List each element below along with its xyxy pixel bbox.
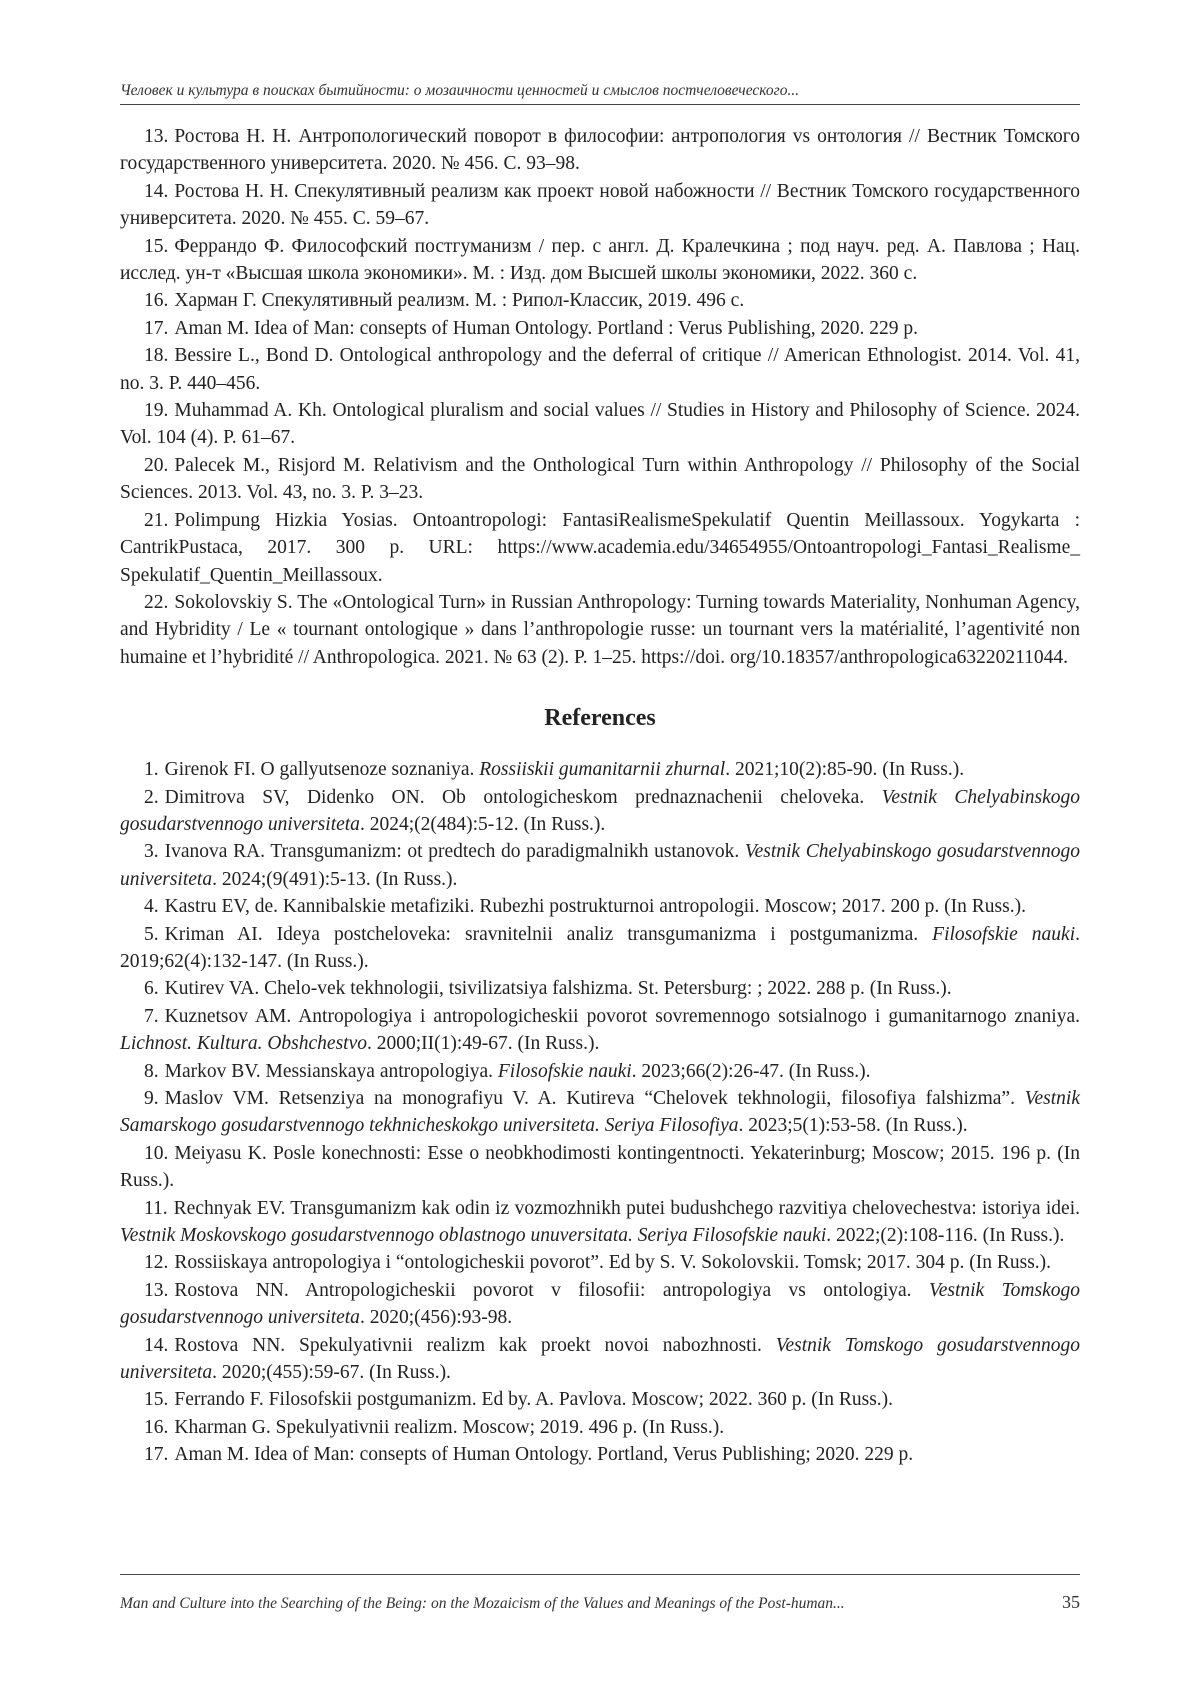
reference-source: Vestnik Tomskogo gosudarstvennogo universiteta bbox=[120, 1334, 1080, 1384]
references-heading: References bbox=[544, 705, 656, 732]
reference-number: 15. bbox=[144, 1389, 169, 1411]
reference-text: Харман Г. Спекулятивный реализм. М. : Рипол-Классик, 2019. 496 с. bbox=[174, 290, 745, 312]
reference-item bbox=[120, 342, 1080, 397]
reference-text: Polimpung Hizkia Yosias. Ontoantropologi: FantasiRealismeSpekulatif Quentin Meillassoux. Yogykarta : CantrikPustaca, 2017. 300 p. URL: https://www.academia.edu/34654955/Ontoantropologi_Fantasi_Realisme_ Spekulatif_Quentin_Meillassoux. bbox=[120, 509, 1080, 586]
reference-text: Kastru EV, de. Kannibalskie metafiziki. Rubezhi postrukturnoi antropologii. Moscow; 2017. 200 p. (In Russ.). bbox=[164, 896, 1026, 918]
reference-details: . 2024;(9(491):5-13. (In Russ.). bbox=[212, 868, 458, 890]
reference-item bbox=[120, 452, 1080, 507]
reference-text: Ferrando F. Filosofskii postgumanizm. Ed by. A. Pavlova. Moscow; 2022. 360 p. (In Russ.). bbox=[174, 1389, 894, 1411]
reference-number: 16. bbox=[144, 1416, 169, 1438]
reference-text: Aman M. Idea of Man: consepts of Human Ontology. Portland, Verus Publishing; 2020. 229 p. bbox=[174, 1444, 914, 1466]
reference-text: Bessire L., Bond D. Ontological anthropology and the deferral of critique // American Ethnologist. 2014. Vol. 41, no. 3. P. 440–456. bbox=[120, 345, 1080, 394]
reference-text: Ivanova RA. Transgumanizm: ot predtech do paradigmalnikh ustanovok. bbox=[164, 841, 745, 863]
reference-number: 2. bbox=[144, 786, 159, 808]
reference-details: . 2023;5(1):53-58. (In Russ.). bbox=[738, 1115, 968, 1137]
running-header: Человек и культура в поисках бытийности: о мозаичности ценностей и смыслов постчеловеческого... bbox=[120, 82, 800, 99]
reference-item bbox=[120, 1277, 1080, 1332]
reference-details: . 2020;(456):93-98. bbox=[359, 1307, 513, 1329]
reference-item bbox=[120, 1003, 1080, 1058]
reference-source: Vestnik Samarskogo gosudarstvennogo tekhnicheskokgo universiteta. Seriya Filosofiya bbox=[120, 1088, 1080, 1137]
reference-number: 13. bbox=[144, 126, 169, 147]
reference-list-russian bbox=[120, 123, 1080, 671]
reference-item bbox=[120, 1332, 1080, 1387]
reference-number: 12. bbox=[144, 1252, 169, 1274]
reference-number: 11. bbox=[144, 1197, 168, 1219]
reference-item bbox=[120, 975, 1080, 1002]
reference-item bbox=[120, 315, 1080, 342]
reference-item bbox=[120, 784, 1080, 839]
reference-text: Meiyasu K. Posle konechnosti: Esse o neobkhodimosti kontingentnocti. Yekaterinburg; Moscow; 2015. 196 p. (In Russ.). bbox=[120, 1142, 1080, 1192]
reference-number: 8. bbox=[144, 1060, 159, 1082]
reference-source: Filosofskie nauki bbox=[497, 1060, 632, 1082]
reference-number: 7. bbox=[144, 1005, 159, 1027]
reference-text: Ростова Н. Н. Антропологический поворот в философии: антропология vs онтология // Вестник Томского государственного университета. 2020. № 456. С. 93–98. bbox=[120, 126, 1080, 175]
reference-source: Vestnik Tomskogo gosudarstvennogo universiteta bbox=[120, 1279, 1080, 1329]
reference-item bbox=[120, 893, 1080, 920]
reference-number: 4. bbox=[144, 896, 159, 918]
reference-item bbox=[120, 1386, 1080, 1413]
body-text bbox=[120, 123, 1080, 1469]
reference-source: Rossiiskii gumanitarnii zhurnal bbox=[479, 759, 726, 781]
reference-item bbox=[120, 123, 1080, 178]
reference-text: Kutirev VA. Chelo-vek tekhnologii, tsivilizatsiya falshizma. St. Petersburg: ; 2022. 288 p. (In Russ.). bbox=[164, 978, 952, 1000]
running-footer: Man and Culture into the Searching of the Being: on the Mozaicism of the Values and Meanings of the Post-human... bbox=[120, 1595, 845, 1612]
reference-text: Kharman G. Spekulyativnii realizm. Moscow; 2019. 496 p. (In Russ.). bbox=[174, 1416, 725, 1438]
reference-details: . 2021;10(2):85-90. (In Russ.). bbox=[725, 759, 965, 781]
reference-item bbox=[120, 1058, 1080, 1085]
reference-item bbox=[120, 1195, 1080, 1250]
reference-text: Girenok FI. O gallyutsenoze soznaniya. bbox=[164, 759, 480, 781]
reference-item bbox=[120, 233, 1080, 288]
reference-source: Vestnik Moskovskogo gosudarstvennogo oblastnogo unuversitata. Seriya Filosofskie nauki bbox=[120, 1225, 827, 1247]
reference-text: Rostova NN. Antropologicheskii povorot v filosofii: antropologiya vs ontologiya. bbox=[174, 1279, 929, 1301]
reference-number: 3. bbox=[144, 841, 159, 863]
reference-number: 14. bbox=[144, 180, 169, 202]
reference-details: . 2022;(2):108-116. (In Russ.). bbox=[826, 1225, 1065, 1247]
reference-item bbox=[120, 1249, 1080, 1276]
reference-item bbox=[120, 397, 1080, 452]
reference-text: Феррандо Ф. Философский постгуманизм / пер. с англ. Д. Кралечкина ; под науч. ред. А. Павлова ; Нац. исслед. ун-т «Высшая школа экономики». М. : Изд. дом Высшей школы экономики, 2022. 360 с. bbox=[120, 235, 1080, 285]
reference-details: . 2020;(455):59-67. (In Russ.). bbox=[212, 1362, 451, 1384]
reference-number: 20. bbox=[144, 454, 169, 476]
reference-text: Aman M. Idea of Man: consepts of Human Ontology. Portland : Verus Publishing, 2020. 229 p. bbox=[174, 317, 919, 339]
reference-item bbox=[120, 178, 1080, 233]
reference-item bbox=[120, 1441, 1080, 1468]
reference-number: 13. bbox=[144, 1279, 169, 1301]
reference-text: Dimitrova SV, Didenko ON. Ob ontologicheskom prednaznachenii cheloveka. bbox=[164, 786, 882, 808]
reference-details: . 2000;II(1):49-67. (In Russ.). bbox=[367, 1033, 600, 1055]
reference-item bbox=[120, 921, 1080, 976]
reference-text: Muhammad A. Kh. Ontological pluralism and social values // Studies in History and Philosophy of Science. 2024. Vol. 104 (4). P. 61–67. bbox=[120, 400, 1080, 449]
reference-details: . 2019;62(4):132-147. (In Russ.). bbox=[120, 923, 1080, 972]
header-rule bbox=[120, 104, 1080, 105]
reference-number: 15. bbox=[144, 235, 169, 257]
reference-item bbox=[120, 1414, 1080, 1441]
reference-text: Kriman AI. Ideya postcheloveka: sravnitelnii analiz transgumanizma i postgumanizma. bbox=[164, 923, 933, 945]
reference-details: . 2023;66(2):26-47. (In Russ.). bbox=[631, 1060, 871, 1082]
reference-number: 9. bbox=[144, 1088, 159, 1109]
reference-item bbox=[120, 589, 1080, 671]
reference-number: 22. bbox=[144, 591, 169, 613]
reference-text: Rossiiskaya antropologiya i “ontologicheskii povorot”. Ed by S. V. Sokolovskii. Tomsk; 2017. 304 p. (In Russ.). bbox=[174, 1252, 1052, 1274]
reference-text: Markov BV. Messianskaya antropologiya. bbox=[164, 1060, 498, 1082]
reference-text: Ростова Н. Н. Спекулятивный реализм как проект новой набожности // Вестник Томского государственного университета. 2020. № 455. С. 59–67. bbox=[120, 180, 1080, 230]
reference-text: Kuznetsov AM. Antropologiya i antropologicheskii povorot sovremennogo sotsialnogo i gumanitarnogo znaniya. bbox=[164, 1005, 1080, 1027]
reference-number: 18. bbox=[144, 345, 169, 367]
reference-number: 1. bbox=[144, 759, 159, 781]
reference-text: Rechnyak EV. Transgumanizm kak odin iz vozmozhnikh putei budushchego razvitiya chelovechestva: istoriya idei. bbox=[173, 1197, 1080, 1219]
reference-number: 6. bbox=[144, 978, 159, 1000]
reference-source: Vestnik Chelyabinskogo gosudarstvennogo universiteta bbox=[120, 786, 1080, 835]
page-number: 35 bbox=[1062, 1592, 1080, 1612]
reference-source: Filosofskie nauki bbox=[932, 923, 1076, 945]
reference-number: 17. bbox=[144, 1444, 169, 1466]
reference-list-english bbox=[120, 756, 1080, 1469]
reference-item bbox=[120, 756, 1080, 783]
reference-item bbox=[120, 1085, 1080, 1140]
reference-item bbox=[120, 287, 1080, 314]
reference-text: Palecek M., Risjord M. Relativism and the Onthological Turn within Anthropology // Philosophy of the Social Sciences. 2013. Vol. 43, no. 3. P. 3–23. bbox=[120, 454, 1080, 504]
reference-number: 10. bbox=[144, 1142, 169, 1164]
reference-item bbox=[120, 838, 1080, 893]
reference-details: . 2024;(2(484):5-12. (In Russ.). bbox=[359, 813, 606, 835]
reference-number: 21. bbox=[144, 509, 169, 531]
reference-item bbox=[120, 1140, 1080, 1195]
reference-number: 5. bbox=[144, 923, 159, 945]
reference-source: Lichnost. Kultura. Obshchestvo bbox=[120, 1033, 367, 1055]
reference-text: Maslov VM. Retsenziya na monografiyu V. A. Kutireva “Chelovek tekhnologii, filosofiya falshizma”. bbox=[164, 1088, 1025, 1109]
reference-number: 16. bbox=[144, 290, 169, 312]
reference-source: Vestnik Chelyabinskogo gosudarstvennogo universiteta bbox=[120, 841, 1081, 890]
reference-item bbox=[120, 507, 1080, 589]
reference-number: 14. bbox=[144, 1334, 169, 1356]
reference-number: 19. bbox=[144, 400, 169, 422]
reference-text: Sokolovskiy S. The «Ontological Turn» in Russian Anthropology: Turning towards Materiality, Nonhuman Agency, and Hybridity / Le « tournant ontologique » dans l’anthropologie russe: un tournant vers la matérialité, l’agentivité non humaine et l’hybridité // Anthropologica. 2021. № 63 (2). P. 1–25. https://doi. org/10.18357/anthropologica63220211044. bbox=[120, 591, 1080, 668]
reference-number: 17. bbox=[144, 317, 169, 339]
reference-text: Rostova NN. Spekulyativnii realizm kak proekt novoi nabozhnosti. bbox=[174, 1334, 776, 1356]
footer-rule bbox=[120, 1574, 1080, 1575]
